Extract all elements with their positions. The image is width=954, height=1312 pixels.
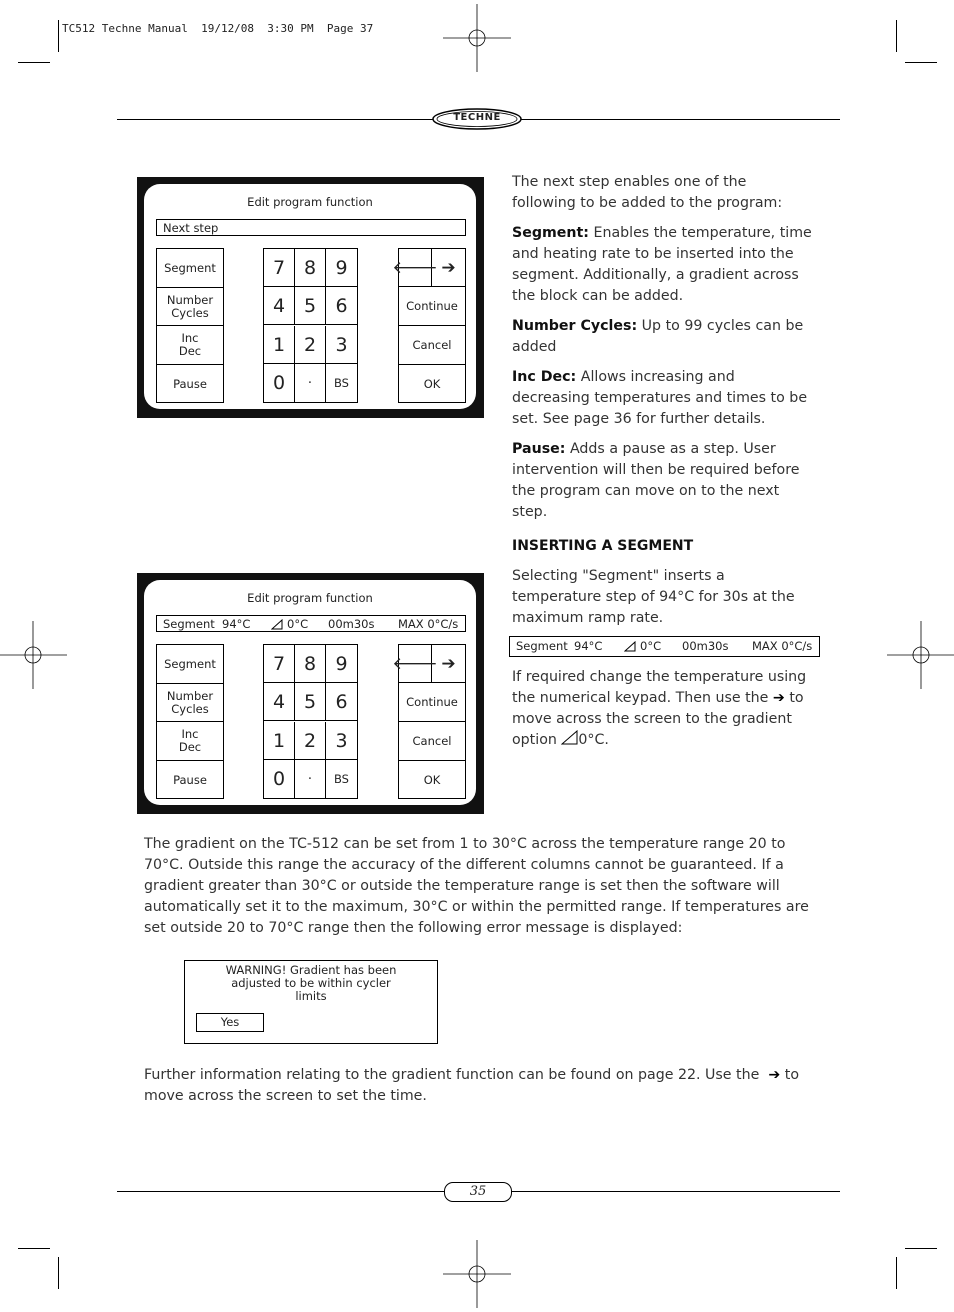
key-0[interactable]: 0 xyxy=(264,760,295,798)
key-5[interactable]: 5 xyxy=(295,683,326,721)
screen-panel xyxy=(144,184,476,409)
registration-mark-icon xyxy=(443,4,511,72)
cycles-description xyxy=(512,316,812,358)
further-text-2: to move across the screen to set the time. xyxy=(144,1067,800,1104)
gradient-paragraph: The gradient on the TC-512 can be set from 1 to 30°C across the temperature range 20 to 70°C. Outside this range the accuracy of the different columns cannot be guaranteed. If a gradient greater than 30°C or outside the temperature range is set then the software will automatically set it to the maximum, 30°C or within the permitted range. If temperatures are set outside 20 to 70°C range then the following error message is displayed: xyxy=(144,836,809,936)
segment-label: Segment xyxy=(516,639,568,653)
ok-button[interactable]: OK xyxy=(423,773,441,787)
incdec-desc: Allows increasing and decreasing temperatures and times to be set. See page 36 for further details. xyxy=(512,369,808,427)
segment-time[interactable]: 00m30s xyxy=(328,617,375,631)
numeric-keypad xyxy=(263,248,358,403)
segment-temperature: 94°C xyxy=(574,639,603,653)
key-6[interactable]: 6 xyxy=(326,683,357,721)
change-text xyxy=(512,667,812,751)
key-9[interactable]: 9 xyxy=(326,645,357,683)
cancel-button[interactable]: Cancel xyxy=(399,722,465,761)
pause-button[interactable]: Pause xyxy=(173,773,207,787)
incdec-term: Inc Dec: xyxy=(512,369,577,385)
crop-mark xyxy=(905,62,937,63)
number-cycles-button[interactable] xyxy=(157,288,223,326)
gradient-icon xyxy=(561,730,578,745)
segment-label: Segment xyxy=(163,617,215,631)
continue-button[interactable]: Continue xyxy=(399,287,465,326)
key-9[interactable]: 9 xyxy=(326,249,357,287)
pause-desc: Adds a pause as a step. User intervention will then be required before the program can move on to the next step. xyxy=(512,441,800,520)
key-backspace[interactable]: BS xyxy=(334,772,349,786)
function-buttons xyxy=(156,248,224,403)
key-3[interactable]: 3 xyxy=(326,722,357,760)
key-7[interactable]: 7 xyxy=(264,645,295,683)
segment-status-field xyxy=(156,615,466,632)
arrow-right-icon[interactable]: ➔ xyxy=(441,257,456,278)
crop-mark xyxy=(896,20,897,52)
change-text-1: If required change the temperature using the numerical keypad. Then use the xyxy=(512,669,807,706)
inserting-text: Selecting "Segment" inserts a temperature step of 94°C for 30s at the maximum ramp rate. xyxy=(512,568,795,626)
yes-button[interactable]: Yes xyxy=(196,1013,264,1032)
inc-dec-button[interactable] xyxy=(157,326,223,365)
logo-text: TECHNE xyxy=(453,112,501,123)
change-text-2: to move across the screen to the gradient option xyxy=(512,690,804,748)
navigation-buttons xyxy=(392,644,466,799)
intro-text: The next step enables one of the following to be added to the program: xyxy=(512,174,783,211)
cycles-desc: Up to 99 cycles can be added xyxy=(512,318,804,355)
status-text: Next step xyxy=(163,221,219,235)
gradient-icon xyxy=(624,641,636,652)
segment-term: Segment: xyxy=(512,225,589,241)
key-2[interactable]: 2 xyxy=(295,326,326,364)
segment-gradient: 0°C xyxy=(640,639,662,653)
key-3[interactable]: 3 xyxy=(326,326,357,364)
segment-time: 00m30s xyxy=(682,639,729,653)
key-7[interactable]: 7 xyxy=(264,249,295,287)
inc-dec-button[interactable] xyxy=(157,722,223,761)
cycles-term: Number Cycles: xyxy=(512,318,638,334)
number-cycles-label: Number Cycles xyxy=(166,292,214,320)
key-5[interactable]: 5 xyxy=(295,287,326,325)
key-8[interactable]: 8 xyxy=(295,645,326,683)
key-backspace[interactable]: BS xyxy=(334,376,349,390)
crop-mark xyxy=(18,1248,50,1249)
key-decimal[interactable]: · xyxy=(295,760,326,798)
segment-desc: Enables the temperature, time and heating rate to be inserted into the segment. Additionally, a gradient across the block can be added. xyxy=(512,225,812,304)
status-field xyxy=(156,219,466,236)
segment-bar xyxy=(509,636,820,657)
number-cycles-label: Number Cycles xyxy=(166,688,214,716)
arrow-left-icon[interactable]: 🡐 xyxy=(399,645,432,682)
key-2[interactable]: 2 xyxy=(295,722,326,760)
inc-dec-label: Inc Dec xyxy=(178,727,202,754)
arrow-left-icon[interactable]: 🡐 xyxy=(399,249,432,286)
crop-mark xyxy=(58,20,59,52)
further-text-1: Further information relating to the gradient function can be found on page 22. Use the xyxy=(144,1067,760,1083)
segment-description xyxy=(512,223,812,307)
warning-dialog xyxy=(184,960,438,1044)
further-paragraph xyxy=(144,1065,810,1107)
segment-button[interactable]: Segment xyxy=(157,249,223,288)
registration-mark-icon xyxy=(887,621,954,689)
segment-temperature[interactable]: 94°C xyxy=(222,617,251,631)
incdec-description xyxy=(512,367,812,430)
crop-mark xyxy=(896,1257,897,1289)
cancel-button[interactable]: Cancel xyxy=(399,326,465,365)
registration-mark-icon xyxy=(0,621,67,689)
arrow-right-icon: ➔ xyxy=(768,1067,781,1083)
pause-button[interactable]: Pause xyxy=(173,377,207,391)
number-cycles-button[interactable] xyxy=(157,684,223,722)
crop-mark xyxy=(58,1257,59,1289)
crop-mark xyxy=(905,1248,937,1249)
warning-message-wrap xyxy=(185,964,437,1003)
key-4[interactable]: 4 xyxy=(264,683,295,721)
arrow-right-icon[interactable]: ➔ xyxy=(441,653,456,674)
ok-button[interactable]: OK xyxy=(423,377,441,391)
screen-panel xyxy=(144,580,476,805)
registration-mark-icon xyxy=(443,1240,511,1308)
navigation-buttons xyxy=(392,248,466,403)
segment-button[interactable]: Segment xyxy=(157,645,223,684)
arrow-right-icon: ➔ xyxy=(772,690,785,706)
inc-dec-label: Inc Dec xyxy=(178,331,202,358)
pause-description xyxy=(512,439,812,523)
arrow-row xyxy=(392,645,465,683)
function-buttons xyxy=(156,644,224,799)
key-1[interactable]: 1 xyxy=(264,326,295,364)
arrow-row xyxy=(392,249,465,287)
screen-title: Edit program function xyxy=(247,591,373,605)
segment-gradient[interactable]: 0°C xyxy=(287,617,309,631)
segment-rate[interactable]: MAX 0°C/s xyxy=(398,617,459,631)
gradient-icon xyxy=(271,619,283,630)
key-6[interactable]: 6 xyxy=(326,287,357,325)
print-slug: TC512 Techne Manual 19/12/08 3:30 PM Page 37 xyxy=(62,22,374,35)
key-0[interactable]: 0 xyxy=(264,364,295,402)
device-screen-segment xyxy=(137,573,484,814)
key-4[interactable]: 4 xyxy=(264,287,295,325)
warning-message: WARNING! Gradient has been adjusted to be within cycler limits xyxy=(225,963,397,1003)
page-number: 35 xyxy=(444,1182,512,1202)
key-decimal[interactable]: · xyxy=(295,364,326,402)
crop-mark xyxy=(18,62,50,63)
key-8[interactable]: 8 xyxy=(295,249,326,287)
change-text-3: 0°C. xyxy=(578,732,609,748)
device-screen-next-step xyxy=(137,177,484,418)
segment-rate: MAX 0°C/s xyxy=(752,639,813,653)
screen-title: Edit program function xyxy=(247,195,373,209)
continue-button[interactable]: Continue xyxy=(399,683,465,722)
function-descriptions xyxy=(512,172,812,532)
key-1[interactable]: 1 xyxy=(264,722,295,760)
section-heading: INSERTING A SEGMENT xyxy=(512,538,694,554)
numeric-keypad xyxy=(263,644,358,799)
pause-term: Pause: xyxy=(512,441,566,457)
